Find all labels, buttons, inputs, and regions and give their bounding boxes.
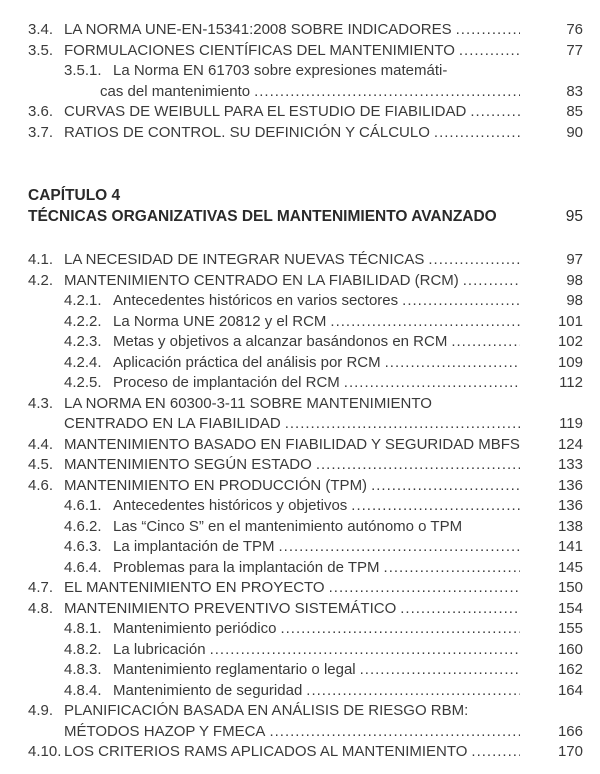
entry-title: Proceso de implantación del RCM xyxy=(113,374,340,391)
toc-entry[interactable] xyxy=(0,599,600,620)
toc-entry[interactable] xyxy=(0,722,600,743)
dot-leader xyxy=(265,722,520,743)
dot-leader xyxy=(396,599,520,620)
entry-title: Las “Cinco S” en el mantenimiento autónomo o TPM xyxy=(113,517,463,535)
dot-leader xyxy=(276,619,520,640)
toc-entry[interactable] xyxy=(0,20,600,41)
dot-leader xyxy=(326,312,520,333)
toc-entry[interactable] xyxy=(0,394,600,415)
entry-number: 4.6.1. xyxy=(64,497,102,514)
entry-number: 4.2.3. xyxy=(64,333,102,350)
entry-number: 4.6. xyxy=(28,476,54,494)
dot-leader xyxy=(380,558,520,579)
entry-number: 4.8.4. xyxy=(64,681,102,699)
dot-leader xyxy=(398,291,520,312)
toc-entry[interactable] xyxy=(0,102,600,123)
toc-entry[interactable] xyxy=(0,476,600,497)
entry-page-number: 97 xyxy=(566,251,583,268)
toc-entry[interactable] xyxy=(0,742,600,763)
toc-entry[interactable] xyxy=(0,619,600,640)
entry-title: Antecedentes históricos y objetivos xyxy=(113,497,348,514)
dot-leader xyxy=(281,414,520,435)
entry-title: cas del mantenimiento xyxy=(100,82,251,100)
dot-leader xyxy=(447,332,520,353)
entry-title: La implantación de TPM xyxy=(113,538,275,555)
entry-title: Antecedentes históricos en varios sectores xyxy=(113,292,399,309)
entry-number: 4.9. xyxy=(28,702,54,719)
dot-leader xyxy=(325,578,520,599)
entry-title: Mantenimiento de seguridad xyxy=(113,681,303,699)
entry-page-number: 109 xyxy=(557,353,583,371)
entry-number: 4.8.3. xyxy=(64,661,102,678)
toc-entry[interactable] xyxy=(0,41,600,62)
entry-page-number: 112 xyxy=(559,374,583,391)
entry-title: Mantenimiento reglamentario o legal xyxy=(113,661,356,678)
entry-number: 4.8.2. xyxy=(64,640,102,658)
toc-entry[interactable] xyxy=(0,123,600,144)
entry-page-number: 102 xyxy=(557,333,583,350)
toc-entry[interactable] xyxy=(0,517,600,538)
dot-leader xyxy=(430,123,520,144)
dot-leader xyxy=(459,271,520,292)
toc-entry[interactable] xyxy=(0,640,600,661)
dot-leader xyxy=(466,102,520,123)
table-of-contents xyxy=(0,20,600,763)
dot-leader xyxy=(302,681,520,702)
entry-page-number: 98 xyxy=(566,271,583,289)
toc-entry[interactable] xyxy=(0,312,600,333)
entry-number: 4.2.4. xyxy=(64,353,102,371)
entry-title: MANTENIMIENTO BASADO EN FIABILIDAD Y SEGURIDAD MBFS xyxy=(64,435,520,453)
entry-title: MANTENIMIENTO EN PRODUCCIÓN (TPM) xyxy=(64,476,368,494)
chapter-title: TÉCNICAS ORGANIZATIVAS DEL MANTENIMIENTO AVANZADO xyxy=(28,207,497,225)
entry-page-number: 83 xyxy=(566,82,583,100)
dot-leader xyxy=(367,476,520,497)
entry-title: MANTENIMIENTO CENTRADO EN LA FIABILIDAD (RCM) xyxy=(64,271,459,289)
chapter-label: CAPÍTULO 4 xyxy=(28,187,121,204)
dot-leader xyxy=(312,455,520,476)
entry-number: 3.7. xyxy=(28,123,54,141)
entry-number: 4.8.1. xyxy=(64,620,102,637)
chapter-label-row xyxy=(0,186,600,207)
entry-page-number: 138 xyxy=(557,517,583,535)
entry-number: 3.6. xyxy=(28,103,54,120)
entry-number: 4.6.2. xyxy=(64,517,102,535)
toc-entry[interactable] xyxy=(0,61,600,82)
entry-title: FORMULACIONES CIENTÍFICAS DEL MANTENIMIENTO xyxy=(64,41,455,59)
dot-leader xyxy=(462,517,520,538)
toc-entry[interactable] xyxy=(0,537,600,558)
entry-page-number: 136 xyxy=(557,476,583,494)
entry-title: CURVAS DE WEIBULL PARA EL ESTUDIO DE FIABILIDAD xyxy=(64,103,467,120)
toc-entry[interactable] xyxy=(0,681,600,702)
dot-leader xyxy=(452,20,520,41)
entry-number: 4.8. xyxy=(28,599,54,617)
toc-entry[interactable] xyxy=(0,414,600,435)
entry-page-number: 166 xyxy=(557,722,583,740)
toc-entry[interactable] xyxy=(0,271,600,292)
toc-entry[interactable] xyxy=(0,701,600,722)
entry-title: CENTRADO EN LA FIABILIDAD xyxy=(64,415,281,432)
entry-page-number: 136 xyxy=(557,497,583,514)
toc-entry[interactable] xyxy=(0,291,600,312)
chapter-page-number: 95 xyxy=(565,207,583,225)
entry-number: 4.4. xyxy=(28,435,54,453)
entry-number: 3.5.1. xyxy=(64,62,102,79)
dot-leader xyxy=(340,373,520,394)
entry-number: 4.3. xyxy=(28,394,54,412)
entry-page-number: 162 xyxy=(557,661,583,678)
entry-number: 3.4. xyxy=(28,21,54,38)
toc-entry[interactable] xyxy=(0,332,600,353)
section-3-entries xyxy=(0,20,600,143)
dot-leader xyxy=(467,742,520,763)
entry-title: Aplicación práctica del análisis por RCM xyxy=(113,353,381,371)
entry-number: 4.5. xyxy=(28,456,54,473)
dot-leader xyxy=(250,82,520,103)
entry-title: Metas y objetivos a alcanzar basándonos en RCM xyxy=(113,333,448,350)
entry-page-number: 160 xyxy=(557,640,583,658)
entry-title: LA NECESIDAD DE INTEGRAR NUEVAS TÉCNICAS xyxy=(64,251,425,268)
dot-leader xyxy=(274,537,520,558)
entry-title: Mantenimiento periódico xyxy=(113,620,277,637)
entry-title: MANTENIMIENTO PREVENTIVO SISTEMÁTICO xyxy=(64,599,397,617)
entry-title: La lubricación xyxy=(113,640,206,658)
entry-page-number: 145 xyxy=(557,558,583,576)
dot-leader xyxy=(347,496,520,517)
entry-number: 4.1. xyxy=(28,251,54,268)
entry-page-number: 124 xyxy=(557,435,583,453)
entry-page-number: 119 xyxy=(559,415,583,432)
toc-entry[interactable] xyxy=(0,353,600,374)
entry-number: 4.2.2. xyxy=(64,312,102,330)
entry-number: 4.10. xyxy=(28,743,62,760)
toc-entry[interactable] xyxy=(0,373,600,394)
toc-entry[interactable] xyxy=(0,496,600,517)
dot-leader xyxy=(356,660,520,681)
toc-entry[interactable] xyxy=(0,455,600,476)
entry-title: RATIOS DE CONTROL. SU DEFINICIÓN Y CÁLCULO xyxy=(64,123,430,141)
entry-page-number: 76 xyxy=(566,21,583,38)
entry-title: LOS CRITERIOS RAMS APLICADOS AL MANTENIMIENTO xyxy=(64,743,468,760)
toc-entry[interactable] xyxy=(0,435,600,456)
toc-entry[interactable] xyxy=(0,660,600,681)
entry-title: PLANIFICACIÓN BASADA EN ANÁLISIS DE RIESGO RBM: xyxy=(64,702,469,719)
entry-title: LA NORMA EN 60300-3-11 SOBRE MANTENIMIENTO xyxy=(64,394,432,412)
dot-leader xyxy=(206,640,520,661)
entry-title: EL MANTENIMIENTO EN PROYECTO xyxy=(64,579,325,596)
entry-page-number: 77 xyxy=(566,41,583,59)
entry-number: 4.2.1. xyxy=(64,292,102,309)
entry-page-number: 90 xyxy=(566,123,583,141)
entry-page-number: 170 xyxy=(557,743,583,760)
entry-number: 4.2. xyxy=(28,271,54,289)
entry-title: Problemas para la implantación de TPM xyxy=(113,558,380,576)
entry-page-number: 141 xyxy=(557,538,583,555)
toc-entry[interactable] xyxy=(0,250,600,271)
entry-title: MANTENIMIENTO SEGÚN ESTADO xyxy=(64,456,312,473)
entry-title: LA NORMA UNE-EN-15341:2008 SOBRE INDICADORES xyxy=(64,21,452,38)
entry-number: 4.2.5. xyxy=(64,374,102,391)
chapter-title-row[interactable] xyxy=(0,207,600,228)
entry-page-number: 133 xyxy=(557,456,583,473)
entry-number: 4.6.4. xyxy=(64,558,102,576)
toc-entry[interactable] xyxy=(0,578,600,599)
dot-leader xyxy=(424,250,520,271)
entry-page-number: 164 xyxy=(557,681,583,699)
entry-title: MÉTODOS HAZOP Y FMECA xyxy=(64,722,266,740)
entry-number: 4.6.3. xyxy=(64,538,102,555)
entry-page-number: 98 xyxy=(566,292,583,309)
section-4-entries xyxy=(0,250,600,763)
toc-entry[interactable] xyxy=(0,558,600,579)
dot-leader xyxy=(381,353,520,374)
entry-page-number: 101 xyxy=(557,312,583,330)
entry-page-number: 155 xyxy=(557,620,583,637)
entry-page-number: 154 xyxy=(557,599,583,617)
entry-page-number: 85 xyxy=(566,103,583,120)
toc-entry[interactable] xyxy=(0,82,600,103)
entry-number: 4.7. xyxy=(28,579,54,596)
entry-page-number: 150 xyxy=(557,579,583,596)
entry-number: 3.5. xyxy=(28,41,54,59)
entry-title: La Norma UNE 20812 y el RCM xyxy=(113,312,327,330)
entry-title: La Norma EN 61703 sobre expresiones matemáti- xyxy=(113,62,448,79)
dot-leader xyxy=(455,41,520,62)
